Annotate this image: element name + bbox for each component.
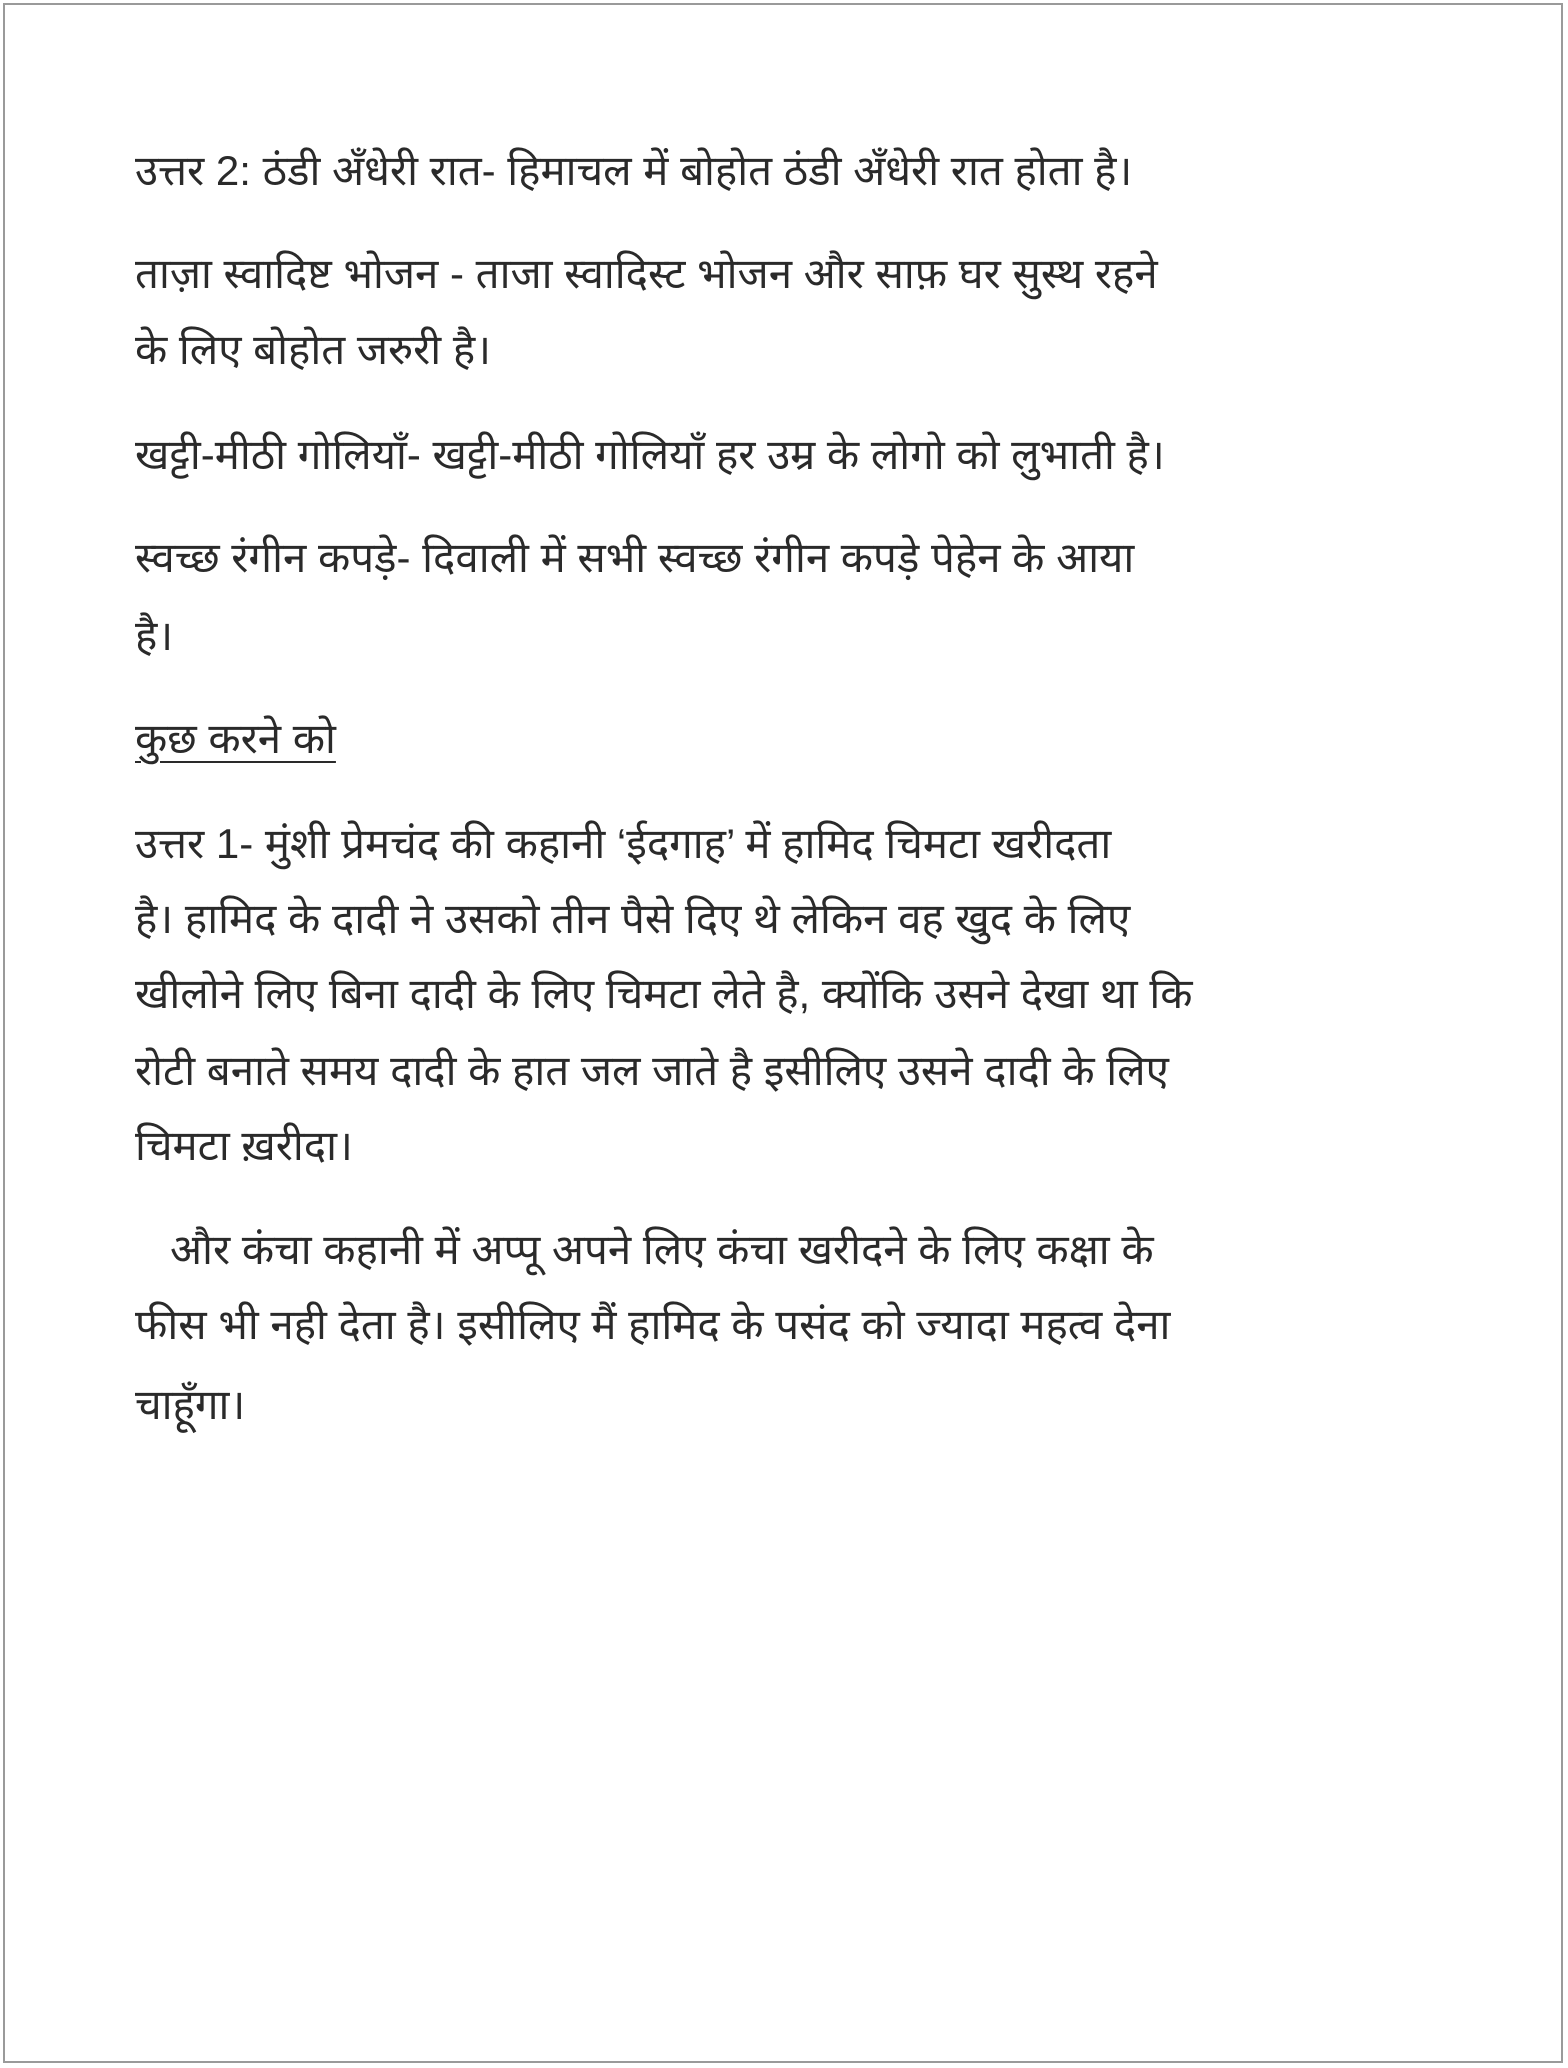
kancha-line: फीस भी नही देता है। इसीलिए मैं हामिद के पसंद को ज्यादा महत्व देना <box>135 1301 1171 1348</box>
answer-1-line: रोटी बनाते समय दादी के हात जल जाते है इसीलिए उसने दादी के लिए <box>135 1047 1169 1094</box>
kancha-line: चाहूँगा। <box>135 1381 246 1428</box>
fresh-food-line: के लिए बोहोत जरुरी है। <box>135 326 492 373</box>
clean-clothes-line: है। <box>135 612 174 659</box>
clean-clothes-line: स्वच्छ रंगीन कपड़े- दिवाली में सभी स्वच्छ रंगीन कपड़े पेहेन के आया <box>135 534 1135 581</box>
answer-1-line: है। हामिद के दादी ने उसको तीन पैसे दिए थे लेकिन वह खुद के लिए <box>135 895 1131 942</box>
answer-1-line: चिमटा ख़रीदा। <box>135 1122 353 1169</box>
kancha-line: और कंचा कहानी में अप्पू अपने लिए कंचा खरीदने के लिए कक्षा के <box>135 1226 1154 1273</box>
sweet-sour-line: खट्टी-मीठी गोलियाँ- खट्टी-मीठी गोलियाँ हर उम्र के लोगो को लुभाती है। <box>135 431 1165 478</box>
answer-1-line: खीलोने लिए बिना दादी के लिए चिमटा लेते है, क्योंकि उसने देखा था कि <box>135 970 1193 1017</box>
answer-2-line: उत्तर 2: ठंडी अँधेरी रात- हिमाचल में बोहोत ठंडी अँधेरी रात होता है। <box>135 147 1133 194</box>
answer-1-line: उत्तर 1- मुंशी प्रेमचंद की कहानी ‘ईदगाह’ में हामिद चिमटा खरीदता <box>135 820 1112 867</box>
page-border <box>3 3 1563 2063</box>
fresh-food-line: ताज़ा स्वादिष्ट भोजन - ताजा स्वादिस्ट भोजन और साफ़ घर सुस्थ रहने <box>135 250 1158 297</box>
section-heading: कुछ करने को <box>135 715 336 762</box>
